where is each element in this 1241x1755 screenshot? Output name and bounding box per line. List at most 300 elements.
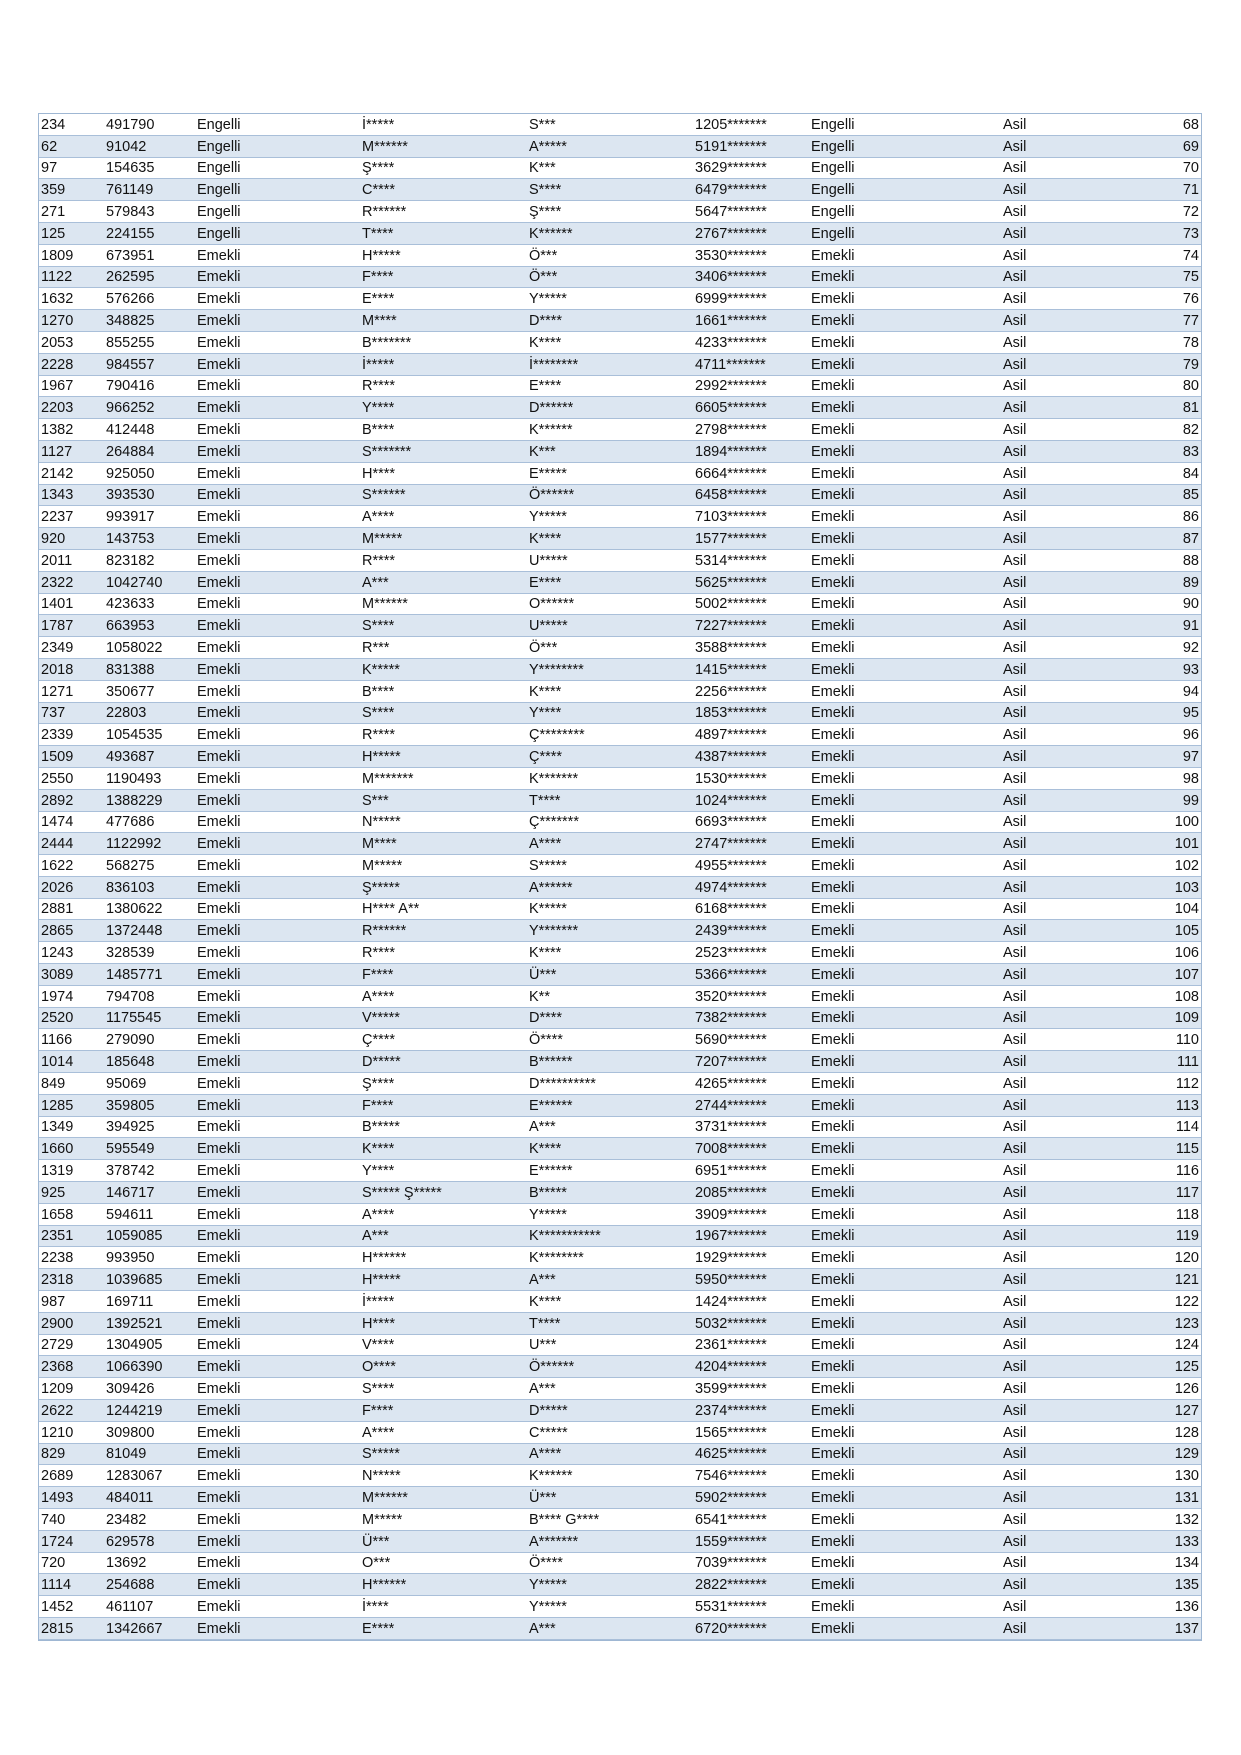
cell-quota-type: Emekli: [809, 615, 1001, 637]
cell-rank: 88: [1111, 549, 1201, 571]
cell-quota-type: Emekli: [809, 702, 1001, 724]
cell-order-no: 2018: [39, 658, 104, 680]
cell-category: Emekli: [195, 876, 360, 898]
cell-quota-type: Emekli: [809, 855, 1001, 877]
cell-category: Emekli: [195, 375, 360, 397]
cell-rank: 137: [1111, 1617, 1201, 1639]
cell-id-number-masked: 6458*******: [693, 484, 809, 506]
cell-category: Emekli: [195, 1312, 360, 1334]
cell-last-name-masked: K***: [527, 157, 693, 179]
cell-status: Asil: [1001, 702, 1111, 724]
cell-quota-type: Emekli: [809, 811, 1001, 833]
cell-application-no: 966252: [104, 397, 195, 419]
cell-order-no: 829: [39, 1443, 104, 1465]
cell-application-no: 279090: [104, 1029, 195, 1051]
cell-last-name-masked: B*****: [527, 1182, 693, 1204]
cell-status: Asil: [1001, 942, 1111, 964]
cell-order-no: 1122: [39, 266, 104, 288]
cell-order-no: 62: [39, 135, 104, 157]
cell-order-no: 2550: [39, 767, 104, 789]
cell-order-no: 925: [39, 1182, 104, 1204]
cell-rank: 105: [1111, 920, 1201, 942]
table-row: [39, 244, 1201, 266]
cell-category: Emekli: [195, 1617, 360, 1639]
cell-first-name-masked: S******: [360, 484, 527, 506]
cell-order-no: 2228: [39, 353, 104, 375]
cell-id-number-masked: 1565*******: [693, 1421, 809, 1443]
cell-rank: 79: [1111, 353, 1201, 375]
cell-status: Asil: [1001, 1509, 1111, 1531]
cell-application-no: 855255: [104, 331, 195, 353]
cell-application-no: 1059085: [104, 1225, 195, 1247]
table-row: [39, 833, 1201, 855]
cell-category: Emekli: [195, 484, 360, 506]
cell-quota-type: Engelli: [809, 222, 1001, 244]
cell-id-number-masked: 5625*******: [693, 571, 809, 593]
cell-quota-type: Emekli: [809, 266, 1001, 288]
cell-rank: 124: [1111, 1334, 1201, 1356]
cell-order-no: 1166: [39, 1029, 104, 1051]
cell-first-name-masked: S***: [360, 789, 527, 811]
cell-status: Asil: [1001, 658, 1111, 680]
cell-last-name-masked: B******: [527, 1051, 693, 1073]
table-row: [39, 1007, 1201, 1029]
cell-id-number-masked: 5002*******: [693, 593, 809, 615]
cell-last-name-masked: U*****: [527, 549, 693, 571]
cell-id-number-masked: 5366*******: [693, 964, 809, 986]
cell-first-name-masked: R****: [360, 375, 527, 397]
cell-order-no: 1285: [39, 1094, 104, 1116]
table-row: [39, 1443, 1201, 1465]
cell-application-no: 1392521: [104, 1312, 195, 1334]
cell-first-name-masked: F****: [360, 964, 527, 986]
cell-status: Asil: [1001, 985, 1111, 1007]
cell-first-name-masked: H*****: [360, 1269, 527, 1291]
cell-status: Asil: [1001, 484, 1111, 506]
cell-category: Emekli: [195, 920, 360, 942]
cell-first-name-masked: Ş****: [360, 157, 527, 179]
table-row: [39, 440, 1201, 462]
cell-application-no: 23482: [104, 1509, 195, 1531]
cell-id-number-masked: 5902*******: [693, 1487, 809, 1509]
cell-order-no: 1343: [39, 484, 104, 506]
cell-rank: 127: [1111, 1400, 1201, 1422]
cell-order-no: 1210: [39, 1421, 104, 1443]
table-row: [39, 1596, 1201, 1618]
cell-application-no: 1388229: [104, 789, 195, 811]
table-row: [39, 658, 1201, 680]
cell-id-number-masked: 1967*******: [693, 1225, 809, 1247]
cell-order-no: 1474: [39, 811, 104, 833]
cell-last-name-masked: B**** G****: [527, 1509, 693, 1531]
cell-id-number-masked: 4265*******: [693, 1073, 809, 1095]
cell-first-name-masked: D*****: [360, 1051, 527, 1073]
cell-last-name-masked: Y*****: [527, 1596, 693, 1618]
cell-status: Asil: [1001, 157, 1111, 179]
cell-last-name-masked: A***: [527, 1116, 693, 1138]
cell-application-no: 95069: [104, 1073, 195, 1095]
table-row: [39, 179, 1201, 201]
cell-category: Emekli: [195, 1334, 360, 1356]
cell-rank: 95: [1111, 702, 1201, 724]
cell-application-no: 594611: [104, 1203, 195, 1225]
cell-last-name-masked: Ö****: [527, 1029, 693, 1051]
cell-id-number-masked: 4625*******: [693, 1443, 809, 1465]
cell-status: Asil: [1001, 1116, 1111, 1138]
cell-category: Engelli: [195, 157, 360, 179]
cell-category: Emekli: [195, 615, 360, 637]
cell-status: Asil: [1001, 898, 1111, 920]
cell-id-number-masked: 2992*******: [693, 375, 809, 397]
table-row: [39, 397, 1201, 419]
cell-id-number-masked: 3588*******: [693, 637, 809, 659]
cell-first-name-masked: R****: [360, 942, 527, 964]
cell-category: Emekli: [195, 985, 360, 1007]
cell-quota-type: Emekli: [809, 1334, 1001, 1356]
cell-status: Asil: [1001, 637, 1111, 659]
cell-status: Asil: [1001, 1312, 1111, 1334]
cell-last-name-masked: E****: [527, 375, 693, 397]
cell-first-name-masked: M*******: [360, 767, 527, 789]
cell-last-name-masked: Y*****: [527, 1574, 693, 1596]
cell-last-name-masked: O******: [527, 593, 693, 615]
cell-quota-type: Emekli: [809, 1421, 1001, 1443]
cell-status: Asil: [1001, 1138, 1111, 1160]
cell-category: Emekli: [195, 767, 360, 789]
cell-quota-type: Emekli: [809, 484, 1001, 506]
cell-order-no: 2815: [39, 1617, 104, 1639]
cell-id-number-masked: 1559*******: [693, 1530, 809, 1552]
cell-id-number-masked: 6479*******: [693, 179, 809, 201]
cell-last-name-masked: U***: [527, 1334, 693, 1356]
cell-application-no: 568275: [104, 855, 195, 877]
table-row: [39, 1617, 1201, 1639]
cell-rank: 120: [1111, 1247, 1201, 1269]
cell-id-number-masked: 2439*******: [693, 920, 809, 942]
cell-first-name-masked: V****: [360, 1334, 527, 1356]
cell-quota-type: Emekli: [809, 244, 1001, 266]
cell-quota-type: Emekli: [809, 571, 1001, 593]
cell-quota-type: Emekli: [809, 1574, 1001, 1596]
cell-id-number-masked: 2822*******: [693, 1574, 809, 1596]
cell-id-number-masked: 5950*******: [693, 1269, 809, 1291]
cell-category: Emekli: [195, 898, 360, 920]
cell-first-name-masked: A****: [360, 1203, 527, 1225]
cell-status: Asil: [1001, 1421, 1111, 1443]
cell-id-number-masked: 4955*******: [693, 855, 809, 877]
cell-order-no: 2444: [39, 833, 104, 855]
cell-status: Asil: [1001, 920, 1111, 942]
cell-order-no: 1622: [39, 855, 104, 877]
cell-first-name-masked: S*****: [360, 1443, 527, 1465]
cell-first-name-masked: İ*****: [360, 353, 527, 375]
cell-quota-type: Emekli: [809, 1443, 1001, 1465]
cell-quota-type: Emekli: [809, 1138, 1001, 1160]
cell-category: Emekli: [195, 506, 360, 528]
cell-rank: 100: [1111, 811, 1201, 833]
cell-rank: 131: [1111, 1487, 1201, 1509]
cell-application-no: 484011: [104, 1487, 195, 1509]
cell-first-name-masked: M******: [360, 1487, 527, 1509]
table-row: [39, 288, 1201, 310]
cell-category: Emekli: [195, 1530, 360, 1552]
cell-first-name-masked: H**** A**: [360, 898, 527, 920]
table-row: [39, 702, 1201, 724]
cell-application-no: 673951: [104, 244, 195, 266]
cell-quota-type: Emekli: [809, 1291, 1001, 1313]
cell-quota-type: Emekli: [809, 637, 1001, 659]
cell-first-name-masked: H******: [360, 1247, 527, 1269]
cell-rank: 80: [1111, 375, 1201, 397]
cell-application-no: 663953: [104, 615, 195, 637]
cell-rank: 135: [1111, 1574, 1201, 1596]
cell-rank: 94: [1111, 680, 1201, 702]
table-row: [39, 1203, 1201, 1225]
table-row: [39, 593, 1201, 615]
cell-order-no: 1243: [39, 942, 104, 964]
cell-category: Emekli: [195, 1291, 360, 1313]
cell-rank: 90: [1111, 593, 1201, 615]
cell-id-number-masked: 4974*******: [693, 876, 809, 898]
table-row: [39, 724, 1201, 746]
cell-application-no: 595549: [104, 1138, 195, 1160]
cell-category: Emekli: [195, 658, 360, 680]
table-row: [39, 1509, 1201, 1531]
cell-last-name-masked: Y*****: [527, 288, 693, 310]
cell-application-no: 1042740: [104, 571, 195, 593]
cell-order-no: 1014: [39, 1051, 104, 1073]
table-row: [39, 353, 1201, 375]
cell-order-no: 3089: [39, 964, 104, 986]
cell-application-no: 154635: [104, 157, 195, 179]
table-row: [39, 1182, 1201, 1204]
cell-id-number-masked: 7227*******: [693, 615, 809, 637]
cell-category: Emekli: [195, 724, 360, 746]
cell-rank: 81: [1111, 397, 1201, 419]
table-row: [39, 855, 1201, 877]
cell-id-number-masked: 2798*******: [693, 419, 809, 441]
cell-first-name-masked: A****: [360, 985, 527, 1007]
cell-status: Asil: [1001, 767, 1111, 789]
cell-status: Asil: [1001, 201, 1111, 223]
cell-application-no: 146717: [104, 1182, 195, 1204]
cell-id-number-masked: 3909*******: [693, 1203, 809, 1225]
cell-order-no: 2238: [39, 1247, 104, 1269]
table-row: [39, 1116, 1201, 1138]
cell-quota-type: Emekli: [809, 1269, 1001, 1291]
cell-id-number-masked: 4897*******: [693, 724, 809, 746]
cell-quota-type: Emekli: [809, 833, 1001, 855]
cell-category: Emekli: [195, 353, 360, 375]
cell-category: Emekli: [195, 571, 360, 593]
cell-rank: 86: [1111, 506, 1201, 528]
cell-first-name-masked: M*****: [360, 528, 527, 550]
cell-order-no: 1114: [39, 1574, 104, 1596]
cell-category: Emekli: [195, 1116, 360, 1138]
cell-status: Asil: [1001, 244, 1111, 266]
cell-first-name-masked: H*****: [360, 244, 527, 266]
cell-id-number-masked: 3599*******: [693, 1378, 809, 1400]
cell-last-name-masked: K******: [527, 419, 693, 441]
cell-id-number-masked: 1577*******: [693, 528, 809, 550]
cell-status: Asil: [1001, 724, 1111, 746]
cell-category: Emekli: [195, 244, 360, 266]
cell-application-no: 794708: [104, 985, 195, 1007]
cell-quota-type: Emekli: [809, 528, 1001, 550]
cell-application-no: 925050: [104, 462, 195, 484]
cell-order-no: 2026: [39, 876, 104, 898]
cell-application-no: 493687: [104, 746, 195, 768]
cell-rank: 76: [1111, 288, 1201, 310]
cell-first-name-masked: Y****: [360, 397, 527, 419]
cell-status: Asil: [1001, 1530, 1111, 1552]
cell-id-number-masked: 1530*******: [693, 767, 809, 789]
cell-order-no: 1127: [39, 440, 104, 462]
cell-order-no: 1974: [39, 985, 104, 1007]
cell-status: Asil: [1001, 1203, 1111, 1225]
cell-order-no: 1271: [39, 680, 104, 702]
cell-category: Engelli: [195, 222, 360, 244]
cell-last-name-masked: Ç*******: [527, 811, 693, 833]
cell-category: Emekli: [195, 1269, 360, 1291]
cell-last-name-masked: K***********: [527, 1225, 693, 1247]
cell-status: Asil: [1001, 506, 1111, 528]
table-row: [39, 1356, 1201, 1378]
cell-rank: 78: [1111, 331, 1201, 353]
cell-id-number-masked: 4711*******: [693, 353, 809, 375]
cell-rank: 89: [1111, 571, 1201, 593]
cell-application-no: 1244219: [104, 1400, 195, 1422]
table-row: [39, 1334, 1201, 1356]
cell-rank: 92: [1111, 637, 1201, 659]
cell-status: Asil: [1001, 855, 1111, 877]
cell-last-name-masked: Ö***: [527, 244, 693, 266]
cell-status: Asil: [1001, 833, 1111, 855]
cell-rank: 103: [1111, 876, 1201, 898]
cell-id-number-masked: 6720*******: [693, 1617, 809, 1639]
cell-rank: 129: [1111, 1443, 1201, 1465]
cell-category: Emekli: [195, 593, 360, 615]
cell-status: Asil: [1001, 593, 1111, 615]
cell-first-name-masked: İ****: [360, 1596, 527, 1618]
cell-last-name-masked: K****: [527, 1291, 693, 1313]
table-row: [39, 942, 1201, 964]
cell-rank: 102: [1111, 855, 1201, 877]
cell-rank: 128: [1111, 1421, 1201, 1443]
cell-order-no: 737: [39, 702, 104, 724]
cell-rank: 110: [1111, 1029, 1201, 1051]
cell-rank: 96: [1111, 724, 1201, 746]
cell-quota-type: Emekli: [809, 1356, 1001, 1378]
cell-order-no: 2011: [39, 549, 104, 571]
cell-order-no: 359: [39, 179, 104, 201]
cell-id-number-masked: 6605*******: [693, 397, 809, 419]
cell-application-no: 359805: [104, 1094, 195, 1116]
cell-first-name-masked: R***: [360, 637, 527, 659]
cell-application-no: 1054535: [104, 724, 195, 746]
cell-order-no: 740: [39, 1509, 104, 1531]
table-row: [39, 1094, 1201, 1116]
cell-category: Emekli: [195, 1094, 360, 1116]
cell-order-no: 987: [39, 1291, 104, 1313]
cell-quota-type: Emekli: [809, 920, 1001, 942]
cell-rank: 73: [1111, 222, 1201, 244]
cell-first-name-masked: İ*****: [360, 114, 527, 135]
table-row: [39, 767, 1201, 789]
cell-last-name-masked: A******: [527, 876, 693, 898]
cell-status: Asil: [1001, 1356, 1111, 1378]
cell-status: Asil: [1001, 1617, 1111, 1639]
cell-last-name-masked: A*******: [527, 1530, 693, 1552]
cell-category: Emekli: [195, 266, 360, 288]
cell-last-name-masked: S***: [527, 114, 693, 135]
cell-status: Asil: [1001, 1007, 1111, 1029]
cell-application-no: 790416: [104, 375, 195, 397]
table-row: [39, 135, 1201, 157]
cell-last-name-masked: K**: [527, 985, 693, 1007]
cell-id-number-masked: 4204*******: [693, 1356, 809, 1378]
cell-last-name-masked: K***: [527, 440, 693, 462]
cell-quota-type: Emekli: [809, 549, 1001, 571]
table-row: [39, 1465, 1201, 1487]
cell-order-no: 2053: [39, 331, 104, 353]
cell-status: Asil: [1001, 1094, 1111, 1116]
cell-order-no: 1349: [39, 1116, 104, 1138]
table-row: [39, 528, 1201, 550]
cell-last-name-masked: D****: [527, 310, 693, 332]
cell-id-number-masked: 6999*******: [693, 288, 809, 310]
cell-first-name-masked: M******: [360, 135, 527, 157]
cell-first-name-masked: H******: [360, 1574, 527, 1596]
cell-category: Emekli: [195, 1182, 360, 1204]
cell-application-no: 579843: [104, 201, 195, 223]
cell-first-name-masked: S****: [360, 702, 527, 724]
cell-application-no: 984557: [104, 353, 195, 375]
cell-last-name-masked: K******: [527, 1465, 693, 1487]
cell-rank: 71: [1111, 179, 1201, 201]
cell-first-name-masked: K****: [360, 1138, 527, 1160]
cell-status: Asil: [1001, 266, 1111, 288]
cell-last-name-masked: D******: [527, 397, 693, 419]
cell-order-no: 1724: [39, 1530, 104, 1552]
cell-id-number-masked: 2767*******: [693, 222, 809, 244]
cell-id-number-masked: 5531*******: [693, 1596, 809, 1618]
cell-id-number-masked: 7103*******: [693, 506, 809, 528]
cell-order-no: 2520: [39, 1007, 104, 1029]
cell-order-no: 271: [39, 201, 104, 223]
cell-category: Emekli: [195, 419, 360, 441]
cell-category: Emekli: [195, 1160, 360, 1182]
cell-quota-type: Engelli: [809, 201, 1001, 223]
cell-order-no: 2729: [39, 1334, 104, 1356]
cell-application-no: 1485771: [104, 964, 195, 986]
cell-quota-type: Engelli: [809, 179, 1001, 201]
cell-last-name-masked: E******: [527, 1160, 693, 1182]
cell-last-name-masked: K*****: [527, 898, 693, 920]
cell-category: Emekli: [195, 833, 360, 855]
cell-category: Emekli: [195, 680, 360, 702]
cell-quota-type: Emekli: [809, 942, 1001, 964]
cell-order-no: 2689: [39, 1465, 104, 1487]
cell-first-name-masked: R******: [360, 201, 527, 223]
cell-application-no: 993917: [104, 506, 195, 528]
cell-rank: 133: [1111, 1530, 1201, 1552]
table-row: [39, 615, 1201, 637]
cell-category: Emekli: [195, 1487, 360, 1509]
cell-order-no: 1660: [39, 1138, 104, 1160]
cell-rank: 126: [1111, 1378, 1201, 1400]
cell-quota-type: Emekli: [809, 1182, 1001, 1204]
